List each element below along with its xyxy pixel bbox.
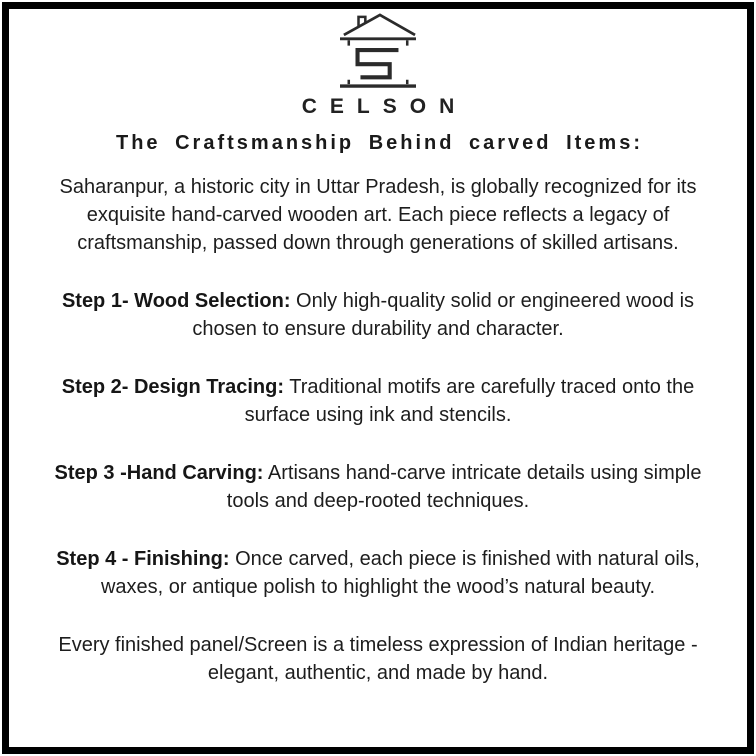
step-4-text: Once carved, each piece is finished with natural oils, waxes, or antique polish to highlight the wood’s natural beauty. xyxy=(100,548,700,598)
step-1-text: Only high-quality solid or engineered wood is chosen to ensure durability and character. xyxy=(192,290,695,340)
step-1-paragraph xyxy=(42,287,714,343)
brand-name: CELSON xyxy=(301,95,468,118)
celson-house-logo-icon xyxy=(9,13,747,89)
step-3-paragraph xyxy=(42,459,714,515)
page-title: The Craftsmanship Behind carved Items: xyxy=(116,132,643,154)
step-3-text: Artisans hand-carve intricate details using simple tools and deep-rooted techniques. xyxy=(226,462,702,512)
step-4-paragraph xyxy=(42,545,714,601)
step-2-paragraph xyxy=(42,373,714,429)
step-4-label: Step 4 - Finishing: xyxy=(56,548,230,570)
intro-paragraph: Saharanpur, a historic city in Uttar Pradesh, is globally recognized for its exquisite hand-carved wooden art. Each piece reflects a legacy of craftsmanship, passed down through generations of skilled artisans. xyxy=(59,176,697,254)
step-3-label: Step 3 -Hand Carving: xyxy=(54,462,264,484)
step-1-label: Step 1- Wood Selection: xyxy=(61,290,291,312)
closing-paragraph: Every finished panel/Screen is a timeless expression of Indian heritage - elegant, authentic, and made by hand. xyxy=(58,634,698,684)
step-2-label: Step 2- Design Tracing: xyxy=(61,376,285,398)
border-frame xyxy=(2,2,754,754)
step-2-text: Traditional motifs are carefully traced onto the surface using ink and stencils. xyxy=(244,376,695,426)
